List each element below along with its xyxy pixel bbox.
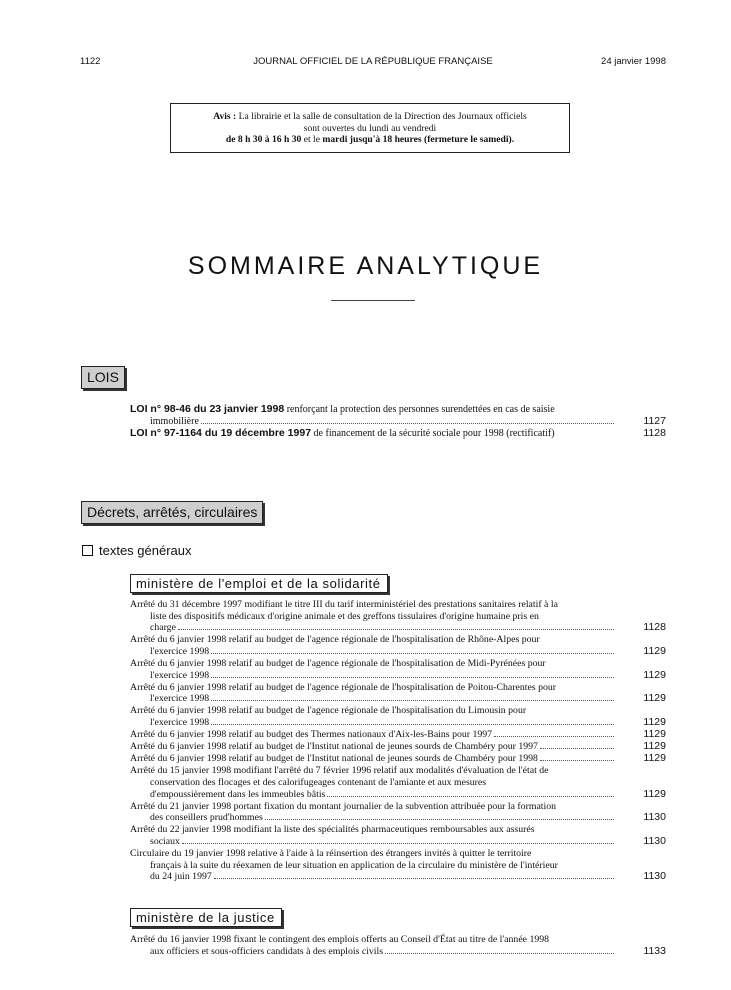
entry-line: Arrêté du 6 janvier 1998 relatif au budget de l'agence régionale de l'hospitalisation de Poitou-Charentes pour — [130, 681, 557, 693]
page-reference: 1129 — [643, 644, 666, 657]
entries-justice — [130, 934, 666, 958]
lois-entry-title: LOI n° 98-46 du 23 janvier 1998 — [130, 403, 285, 415]
notice-line-3 — [171, 134, 569, 146]
toc-entry — [130, 753, 666, 765]
entry-line: Arrêté du 6 janvier 1998 relatif au budget de l'agence régionale de l'hospitalisation de Rhône-Alpes pour — [130, 634, 540, 646]
leader-dots — [211, 700, 614, 701]
toc-entry — [130, 599, 666, 634]
ministry-heading-justice: ministère de la justice — [130, 908, 282, 927]
entry-last-line — [130, 871, 666, 883]
section-title: textes généraux — [99, 543, 192, 558]
leader-dots — [385, 953, 614, 954]
leader-dots — [201, 423, 614, 424]
entry-line: Arrêté du 22 janvier 1998 modifiant la liste des spécialités pharmaceutiques remboursables aux assurés — [130, 824, 535, 836]
leader-dots — [211, 724, 614, 725]
entry-last-line — [130, 693, 666, 705]
page-header — [80, 56, 666, 72]
ministry-heading-emploi: ministère de l'emploi et de la solidarité — [130, 574, 388, 593]
entry-last-line — [130, 729, 666, 741]
lois-entry-text — [130, 404, 666, 416]
notice-line-2: sont ouvertes du lundi au vendredi — [303, 122, 437, 134]
notice-label: Avis : — [213, 111, 237, 122]
entry-line: Arrêté du 31 décembre 1997 modifiant le titre III du tarif interministériel des prestations sanitaires relatif à la — [130, 599, 558, 610]
leader-dots — [182, 843, 614, 844]
lois-entry — [130, 404, 666, 427]
page-reference: 1129 — [643, 728, 666, 741]
leader-dots — [540, 760, 614, 761]
entry-last-line — [130, 622, 666, 634]
entry-last-text: charge — [150, 622, 176, 634]
title-rule — [331, 300, 415, 301]
entry-last-text: des conseillers prud'hommes — [150, 812, 263, 824]
entry-line: conservation des flocages et des calorifugeages contenant de l'amiante et aux mesures — [150, 776, 487, 788]
entry-last-text: aux officiers et sous-officiers candidats à des emplois civils — [150, 945, 384, 957]
issue-date: 24 janvier 1998 — [601, 56, 666, 67]
entry-last-text: sociaux — [150, 835, 180, 847]
entry-last-line — [130, 946, 666, 958]
lois-entry-desc: de financement de la sécurité sociale pour 1998 (rectificatif) — [311, 428, 555, 440]
entry-last-text: Arrêté du 6 janvier 1998 relatif au budget des Thermes nationaux d'Aix-les-Bains pour 1997 — [130, 729, 493, 741]
entry-last-text: l'exercice 1998 — [150, 669, 210, 681]
entry-last-text: l'exercice 1998 — [150, 716, 210, 728]
leader-dots — [265, 819, 614, 820]
entry-last-text: Arrêté du 6 janvier 1998 relatif au budget de l'Institut national de jeunes sourds de Chambéry pour 1998 — [130, 753, 538, 765]
page-reference: 1128 — [643, 621, 666, 634]
section-heading — [82, 543, 192, 558]
entry-line: Arrêté du 16 janvier 1998 fixant le contingent des emplois offerts au Conseil d'État au titre de l'année 1998 — [130, 934, 550, 945]
lois-entry-last-line — [130, 416, 666, 428]
opening-hours-notice — [170, 103, 570, 153]
entry-last-line — [130, 812, 666, 824]
notice-hours: de 8 h 30 à 16 h 30 — [225, 134, 302, 145]
lois-entry — [130, 428, 666, 440]
notice-line-1 — [171, 111, 569, 123]
leader-dots — [327, 796, 614, 797]
entry-line: Circulaire du 19 janvier 1998 relative à l'aide à la réinsertion des étrangers invités à quitter le territoire — [130, 847, 532, 859]
toc-entry — [130, 634, 666, 657]
page-reference: 1130 — [643, 811, 666, 824]
page-reference: 1128 — [643, 427, 666, 440]
journal-title: JOURNAL OFFICIEL DE LA RÉPUBLIQUE FRANÇAISE — [253, 56, 493, 67]
entry-last-line — [130, 789, 666, 801]
entries-emploi — [130, 599, 666, 883]
entry-last-line — [130, 717, 666, 729]
toc-entry — [130, 705, 666, 728]
page-reference: 1129 — [643, 752, 666, 765]
toc-entry — [130, 848, 666, 883]
entry-line: liste des dispositifs médicaux d'origine animale et des greffons tissulaires d'origine humaine pris en — [150, 610, 539, 622]
page-number: 1122 — [80, 56, 101, 67]
toc-entry — [130, 934, 666, 957]
toc-entry — [130, 682, 666, 705]
toc-entry — [130, 729, 666, 741]
notice-connector: et le — [301, 134, 323, 145]
entry-last-line — [130, 753, 666, 765]
leader-dots — [178, 629, 614, 630]
page-reference: 1129 — [643, 740, 666, 753]
entry-line: Arrêté du 6 janvier 1998 relatif au budget de l'agence régionale de l'hospitalisation du Limousin pour — [130, 705, 527, 717]
entry-last-text: l'exercice 1998 — [150, 693, 210, 705]
toc-entry — [130, 658, 666, 681]
toc-entry — [130, 765, 666, 800]
leader-dots — [494, 736, 614, 737]
lois-entry-line — [130, 428, 666, 440]
decrets-label: Décrets, arrêtés, circulaires — [81, 501, 263, 524]
leader-dots — [214, 878, 614, 879]
leader-dots — [540, 748, 614, 749]
page-reference: 1133 — [643, 944, 666, 957]
entry-line: français à la suite du réexamen de leur situation en application de la circulaire du ministère de l'intérieur — [150, 859, 558, 871]
lois-label: LOIS — [81, 366, 125, 389]
notice-text-1: La librairie et la salle de consultation de la Direction des Journaux officiels — [236, 111, 527, 122]
entry-last-text: l'exercice 1998 — [150, 645, 210, 657]
page-reference: 1129 — [643, 787, 666, 800]
entry-line: Arrêté du 6 janvier 1998 relatif au budget de l'agence régionale de l'hospitalisation de Midi-Pyrénées pour — [130, 657, 546, 669]
lois-list — [130, 404, 666, 441]
entry-last-line — [130, 646, 666, 658]
lois-entry-title: LOI n° 97-1164 du 19 décembre 1997 — [130, 427, 312, 440]
entry-last-line — [130, 741, 666, 753]
checkbox-square-icon — [82, 545, 93, 556]
entry-last-text: d'empoussièrement dans les immeubles bâtis — [150, 788, 326, 800]
entry-last-line — [130, 836, 666, 848]
page-reference: 1130 — [643, 834, 666, 847]
lois-entry-text — [130, 428, 555, 440]
page-reference: 1129 — [643, 692, 666, 705]
leader-dots — [211, 653, 614, 654]
leader-dots — [211, 677, 614, 678]
page-reference: 1127 — [643, 414, 666, 427]
toc-entry — [130, 824, 666, 847]
notice-tuesday: mardi jusqu'à 18 heures (fermeture le samedi). — [322, 134, 515, 145]
entry-last-text: Arrêté du 6 janvier 1998 relatif au budget de l'Institut national de jeunes sourds de Chambéry pour 1997 — [130, 741, 538, 753]
entry-line: Arrêté du 15 janvier 1998 modifiant l'arrêté du 7 février 1996 relatif aux modalités d'évaluation de l'état de — [130, 765, 549, 777]
page-reference: 1129 — [643, 715, 666, 728]
page-title: SOMMAIRE ANALYTIQUE — [187, 252, 544, 280]
page-reference: 1129 — [643, 668, 666, 681]
page-reference: 1130 — [643, 870, 666, 883]
lois-entry-last-text: immobilière — [150, 415, 199, 427]
entry-last-line — [130, 670, 666, 682]
lois-entry-desc: renforçant la protection des personnes surendettées en cas de saisie — [284, 404, 555, 415]
entry-line: Arrêté du 21 janvier 1998 portant fixation du montant journalier de la subvention attribuée pour la formation — [130, 800, 557, 812]
toc-entry — [130, 741, 666, 753]
toc-entry — [130, 801, 666, 824]
entry-last-text: du 24 juin 1997 — [150, 871, 212, 883]
